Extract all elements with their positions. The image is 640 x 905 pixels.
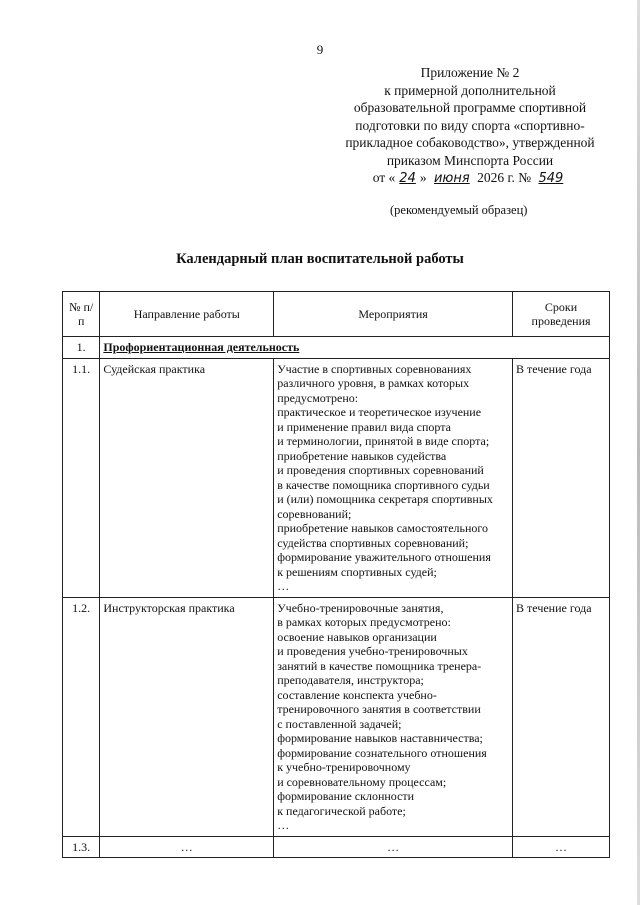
activity-line: формирование уважительного отношения (277, 550, 491, 564)
table-header-row (63, 292, 610, 337)
activity-line: к педагогической работе; (277, 803, 406, 818)
activity-line: формирование сознательного отношения (277, 745, 487, 760)
row-direction: … (100, 836, 274, 858)
table-row (63, 597, 610, 836)
row-terms: В течение года (513, 358, 610, 597)
row-terms: В течение года (513, 597, 610, 836)
activity-line: судейства спортивных соревнований; (277, 535, 469, 550)
activity-line: различного уровня, в рамках которых (277, 376, 470, 390)
appendix-line: образовательной программе спортивной (353, 100, 587, 115)
appendix-line: Приложение № 2 (420, 65, 520, 80)
row-activities (274, 836, 513, 858)
activity-line: освоение навыков организации (277, 629, 437, 644)
activity-line: и проведения учебно-тренировочных (277, 644, 468, 658)
activity-line: Учебно-тренировочные занятия, (277, 600, 444, 615)
activity-line: приобретение навыков самостоятельного (277, 521, 489, 535)
activity-line: с поставленной задачей; (277, 716, 402, 731)
activity-line: … (387, 839, 400, 854)
header-num: № п/п (63, 292, 100, 337)
order-date-line (300, 169, 640, 188)
header-terms: Сроки проведения (513, 292, 610, 337)
activity-line: и применение правил вида спорта (277, 419, 451, 434)
row-num: 1.3. (63, 836, 100, 858)
activity-line: и (или) помощника секретаря спортивных (277, 492, 493, 506)
document-title: Календарный план воспитательной работы (176, 251, 464, 267)
activity-line: приобретение навыков судейства (277, 448, 447, 463)
activity-line: предусмотрено: (277, 390, 359, 405)
section-title: Профориентационная деятельность (100, 337, 610, 359)
activity-line: составление конспекта учебно- (277, 687, 437, 702)
activity-line: тренировочного занятия в соответствии (277, 702, 481, 716)
order-day-handwritten: 24 (399, 171, 416, 186)
plan-table (62, 291, 610, 858)
page-number: 9 (316, 42, 324, 57)
activity-line: в качестве помощника спортивного судьи (277, 477, 490, 492)
appendix-line: подготовки по виду спорта «спортивно- (355, 117, 585, 133)
appendix-line: приказом Минспорта России (386, 152, 554, 168)
order-year: 2026 г. № (477, 170, 532, 185)
activity-line: … (277, 579, 290, 593)
sample-note: (рекомендуемый образец) (390, 203, 528, 217)
table-row (63, 358, 610, 597)
activity-line: занятий в качестве помощника тренера- (277, 658, 482, 673)
activity-line: к учебно-тренировочному (277, 760, 411, 774)
activity-line: преподавателя, инструктора; (277, 673, 424, 687)
activity-line: практическое и теоретическое изучение (277, 405, 482, 419)
order-prefix: от « (372, 170, 396, 185)
activity-line: Участие в спортивных соревнованиях (277, 361, 472, 376)
activity-line: в рамках которых предусмотрено: (277, 615, 451, 629)
section-row (63, 337, 610, 359)
activity-line: формирование склонности (277, 789, 415, 803)
order-number-handwritten: 549 (538, 171, 564, 186)
appendix-header (300, 64, 640, 188)
order-mid: » (419, 170, 427, 185)
appendix-line: прикладное собаководство», утвержденной (345, 135, 595, 150)
row-activities (274, 597, 513, 836)
activity-line: и терминологии, принятой в виде спорта; (277, 434, 490, 448)
order-month-handwritten: июня (433, 171, 470, 186)
activity-line: соревнований; (277, 506, 352, 521)
row-num: 1.2. (63, 597, 100, 836)
section-num: 1. (63, 337, 100, 359)
activity-line: … (277, 818, 290, 832)
row-direction: Судейская практика (100, 358, 274, 597)
table-row (63, 836, 610, 858)
activity-line: к решениям спортивных судей; (277, 564, 437, 579)
activity-line: и проведения спортивных соревнований (277, 463, 484, 477)
row-terms: … (513, 836, 610, 858)
header-activities: Мероприятия (274, 292, 513, 337)
appendix-line: к примерной дополнительной (384, 82, 556, 98)
header-direction: Направление работы (100, 292, 274, 337)
row-num: 1.1. (63, 358, 100, 597)
row-activities (274, 358, 513, 597)
activity-line: формирование навыков наставничества; (277, 731, 483, 745)
row-direction: Инструкторская практика (100, 597, 274, 836)
activity-line: и соревновательному процессам; (277, 774, 447, 789)
